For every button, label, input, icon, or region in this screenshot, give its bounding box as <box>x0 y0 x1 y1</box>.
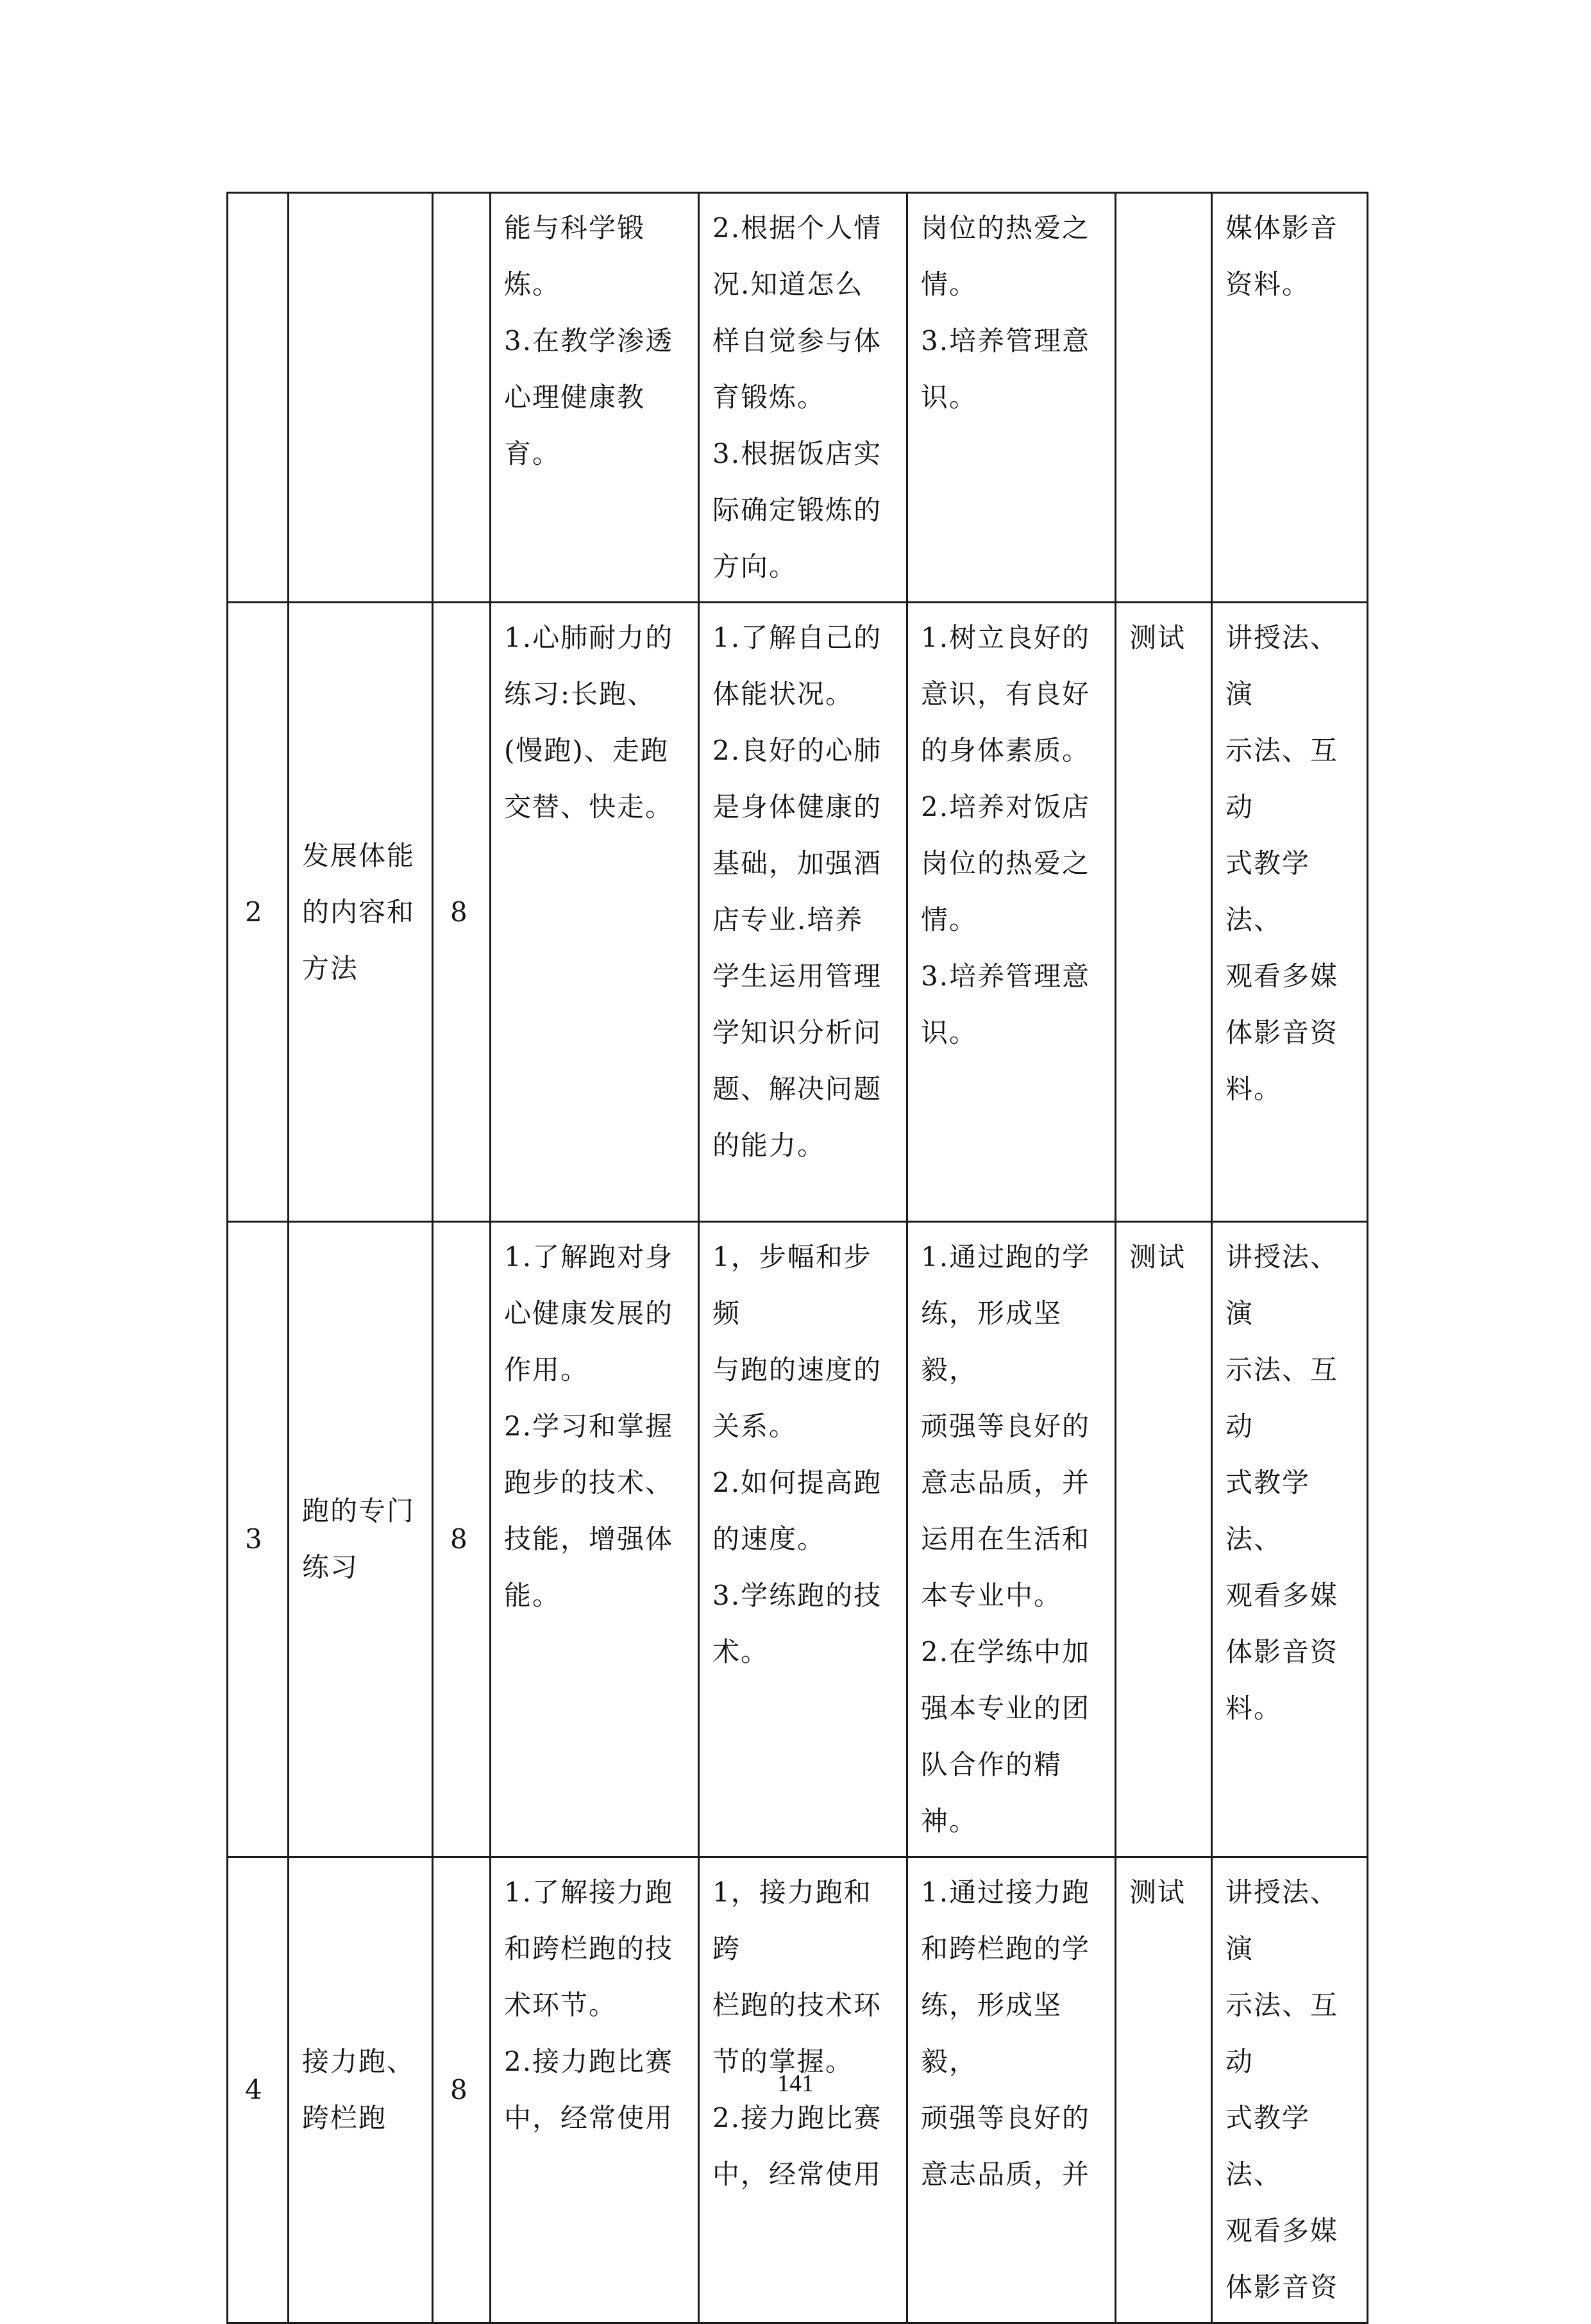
table-row <box>228 193 1368 603</box>
text-line: 1.通过跑的学 <box>921 1241 1091 1273</box>
syllabus-table <box>226 192 1368 2324</box>
text-line: 炼。 <box>504 269 561 300</box>
text-line: 练，形成坚毅， <box>921 1989 1063 2077</box>
text-line: 讲授法、演 <box>1225 1241 1339 1329</box>
text-line: 跑步的技术、 <box>504 1467 674 1498</box>
text-line: 的内容和 <box>302 896 416 928</box>
text-line: 式教学法、 <box>1225 2102 1311 2190</box>
text-line: 岗位的热爱之 <box>921 848 1091 879</box>
text-line: 媒体影音 <box>1225 212 1339 244</box>
text-line: 心健康发展的 <box>504 1298 674 1329</box>
text-line: 能。 <box>504 1580 561 1611</box>
quality-cell <box>907 193 1116 603</box>
text-line: 观看多媒 <box>1225 960 1339 992</box>
text-line: 体影音资 <box>1225 1636 1339 1668</box>
content-cell <box>491 193 699 603</box>
text-line: 体能状况。 <box>712 678 854 710</box>
text-line: 跑的专门 <box>302 1495 416 1526</box>
method-cell <box>1212 603 1368 1222</box>
text-line: 本专业中。 <box>921 1580 1063 1611</box>
text-line: 关系。 <box>712 1410 798 1442</box>
text-line: 能与科学锻 <box>504 212 646 244</box>
table-row <box>228 1222 1368 1857</box>
text-line: 2.学习和掌握 <box>504 1410 674 1442</box>
text-line: 料。 <box>1225 1073 1283 1105</box>
text-line: 2.接力跑比赛 <box>712 2102 882 2134</box>
text-line: 情。 <box>921 269 978 300</box>
text-line: 练，形成坚毅， <box>921 1298 1063 1385</box>
text-line: 1.了解接力跑 <box>504 1877 674 1908</box>
unit-title-cell <box>289 193 433 603</box>
text-line: 识。 <box>921 381 978 413</box>
text-line: 式教学法、 <box>1225 1467 1311 1555</box>
text-line: 技能，增强体 <box>504 1523 674 1555</box>
text-line: 的身体素质。 <box>921 735 1091 766</box>
text-line: 顽强等良好的 <box>921 1410 1091 1442</box>
assessment-cell: 测试 <box>1116 1222 1212 1857</box>
text-line: (慢跑)、走跑 <box>504 735 669 766</box>
assessment-cell: 测试 <box>1116 603 1212 1222</box>
method-cell <box>1212 193 1368 603</box>
text-line: 示法、互动 <box>1225 1354 1339 1442</box>
text-line: 观看多媒 <box>1225 2215 1339 2246</box>
text-line: 栏跑的技术环 <box>712 1989 882 2021</box>
text-line: 与跑的速度的 <box>712 1354 882 1385</box>
text-line: 育。 <box>504 438 561 469</box>
row-number-cell: 2 <box>228 603 289 1222</box>
text-line: 情。 <box>921 904 978 935</box>
quality-cell <box>907 603 1116 1222</box>
page-number: 141 <box>777 2070 814 2097</box>
text-line: 资料。 <box>1225 269 1311 300</box>
text-line: 顽强等良好的 <box>921 2102 1091 2134</box>
text-line: 体影音资 <box>1225 2271 1339 2303</box>
text-line: 术环节。 <box>504 1989 618 2021</box>
row-number-cell: 3 <box>228 1222 289 1857</box>
text-line: 料。 <box>1225 1693 1283 1724</box>
text-line: 示法、互动 <box>1225 735 1339 823</box>
text-line: 识。 <box>921 1017 978 1048</box>
text-line: 方法 <box>302 952 359 984</box>
text-line: 学知识分析问 <box>712 1017 882 1048</box>
text-line: 示法、互动 <box>1225 1989 1339 2077</box>
text-line: 是身体健康的 <box>712 791 882 823</box>
text-line: 2.良好的心肺 <box>712 735 882 766</box>
text-line: 交替、快走。 <box>504 791 674 823</box>
knowledge-cell <box>699 193 907 603</box>
assessment-cell <box>1116 193 1212 603</box>
row-number-cell: 4 <box>228 1857 289 2323</box>
text-line: 中，经常使用 <box>504 2102 674 2134</box>
text-line: 1，接力跑和跨 <box>712 1877 872 1964</box>
text-line: 神。 <box>921 1805 978 1837</box>
text-line: 3.培养管理意 <box>921 325 1091 356</box>
text-line: 2.如何提高跑 <box>712 1467 882 1498</box>
text-line: 题、解决问题 <box>712 1073 882 1105</box>
content-cell <box>491 603 699 1222</box>
text-line: 练习:长跑、 <box>504 678 656 710</box>
text-line: 运用在生活和 <box>921 1523 1091 1555</box>
text-line: 式教学法、 <box>1225 848 1311 935</box>
text-line: 况.知道怎么 <box>712 269 864 300</box>
text-line: 3.根据饭店实 <box>712 438 882 469</box>
text-line: 3.培养管理意 <box>921 960 1091 992</box>
text-line: 2.根据个人情 <box>712 212 882 244</box>
text-line: 队合作的精 <box>921 1749 1063 1780</box>
knowledge-cell <box>699 1222 907 1857</box>
hours-cell <box>433 193 491 603</box>
hours-cell: 8 <box>433 1857 491 2323</box>
table-row <box>228 603 1368 1222</box>
text-line: 店专业.培养 <box>712 904 864 935</box>
text-line: 体影音资 <box>1225 1017 1339 1048</box>
text-line: 讲授法、演 <box>1225 1877 1339 1964</box>
text-line: 意志品质，并 <box>921 2159 1091 2190</box>
text-line: 术。 <box>712 1636 770 1668</box>
text-line: 样自觉参与体 <box>712 325 882 356</box>
text-line: 2.接力跑比赛 <box>504 2046 674 2077</box>
text-line: 3.在教学渗透 <box>504 325 674 356</box>
text-line: 的速度。 <box>712 1523 826 1555</box>
text-line: 跨栏跑 <box>302 2102 387 2134</box>
text-line: 方向。 <box>712 551 798 582</box>
text-line: 岗位的热爱之 <box>921 212 1091 244</box>
text-line: 1.了解跑对身 <box>504 1241 674 1273</box>
row-number-cell <box>228 193 289 603</box>
text-line: 1.心肺耐力的 <box>504 622 674 653</box>
text-line: 2.培养对饭店 <box>921 791 1091 823</box>
knowledge-cell <box>699 603 907 1222</box>
text-line: 的能力。 <box>712 1130 826 1161</box>
text-line: 意识，有良好 <box>921 678 1091 710</box>
method-cell <box>1212 1222 1368 1857</box>
text-line: 观看多媒 <box>1225 1580 1339 1611</box>
text-line: 意志品质，并 <box>921 1467 1091 1498</box>
hours-cell: 8 <box>433 1222 491 1857</box>
text-line: 节的掌握。 <box>712 2046 854 2077</box>
quality-cell <box>907 1222 1116 1857</box>
text-line: 1.通过接力跑 <box>921 1877 1091 1908</box>
text-line: 中，经常使用 <box>712 2159 882 2190</box>
text-line: 1.树立良好的 <box>921 622 1091 653</box>
text-line: 和跨栏跑的学 <box>921 1933 1091 1964</box>
text-line: 讲授法、演 <box>1225 622 1339 710</box>
text-line: 基础，加强酒 <box>712 848 882 879</box>
text-line: 作用。 <box>504 1354 589 1385</box>
text-line: 1.了解自己的 <box>712 622 882 653</box>
text-line: 练习 <box>302 1551 359 1583</box>
text-line: 2.在学练中加 <box>921 1636 1091 1668</box>
text-line: 学生运用管理 <box>712 960 882 992</box>
assessment-cell: 测试 <box>1116 1857 1212 2323</box>
text-line: 1，步幅和步频 <box>712 1241 872 1329</box>
text-line: 3.学练跑的技 <box>712 1580 882 1611</box>
hours-cell: 8 <box>433 603 491 1222</box>
text-line: 接力跑、 <box>302 2046 416 2077</box>
text-line: 心理健康教 <box>504 381 646 413</box>
text-line: 育锻炼。 <box>712 381 826 413</box>
content-cell <box>491 1222 699 1857</box>
text-line: 发展体能 <box>302 839 416 871</box>
text-line: 和跨栏跑的技 <box>504 1933 674 1964</box>
unit-title-cell <box>289 1222 433 1857</box>
text-line: 际确定锻炼的 <box>712 494 882 526</box>
text-line: 强本专业的团 <box>921 1693 1091 1724</box>
unit-title-cell <box>289 603 433 1222</box>
